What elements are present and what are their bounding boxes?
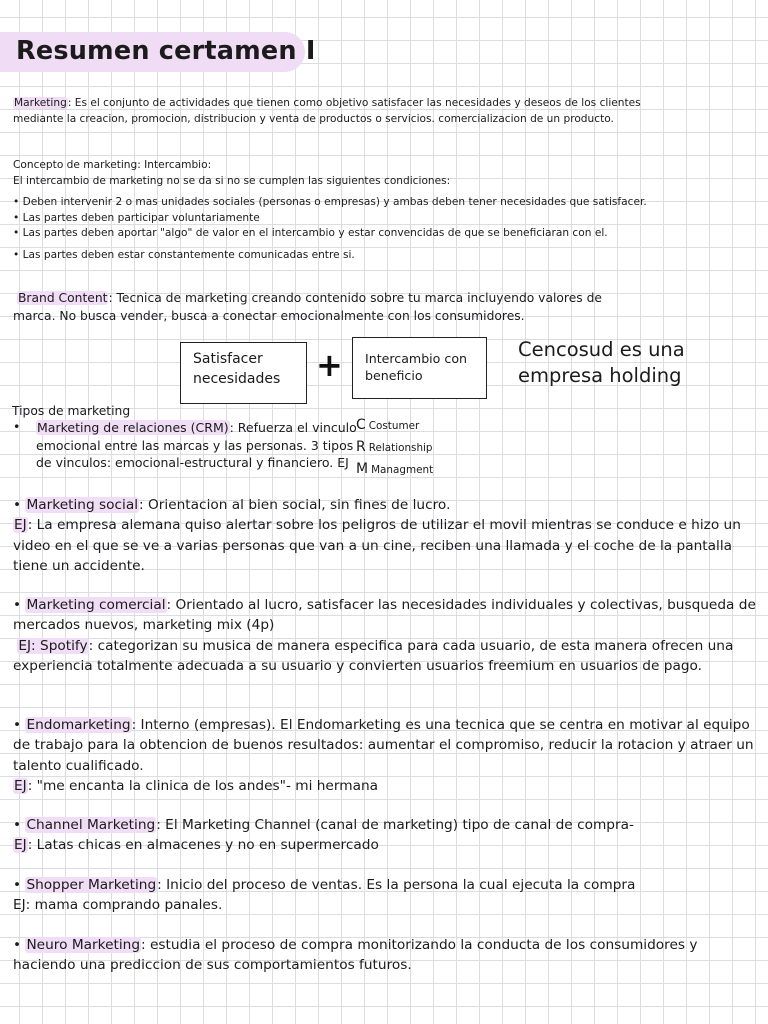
concepto-heading: Concepto de marketing: Intercambio: bbox=[13, 159, 212, 171]
shopper-marketing bbox=[13, 875, 758, 916]
social-term: Marketing social bbox=[26, 497, 139, 513]
ej-label: EJ bbox=[14, 778, 27, 795]
marketing-text: : Es el conjunto de actividades que tienen como objetivo satisfacer las necesidades y deseos de los clientes mediante la creacion, promocion, distribucion y venta de productos o servicios. comercializacion de un producto. bbox=[13, 97, 641, 125]
ej-label: EJ bbox=[14, 517, 27, 534]
shopper-term: Shopper Marketing bbox=[26, 877, 157, 893]
bullet-dot: • bbox=[13, 937, 22, 953]
endomarketing bbox=[13, 715, 761, 797]
shopper-example: EJ: mama comprando panales. bbox=[13, 897, 223, 914]
endo-term: Endomarketing bbox=[26, 717, 131, 733]
neuro-marketing bbox=[13, 935, 758, 976]
marketing-definition bbox=[13, 96, 693, 127]
marketing-comercial bbox=[13, 595, 758, 677]
neuro-term: Neuro Marketing bbox=[26, 937, 141, 953]
bullet-dot: • bbox=[13, 817, 22, 833]
marketing-term: Marketing bbox=[14, 97, 67, 109]
brand-content bbox=[13, 290, 643, 325]
shopper-text: : Inicio del proceso de ventas. Es la persona la cual ejecuta la compra bbox=[157, 877, 636, 893]
comercial-example: : categorizan su musica de manera especifica para cada usuario, de esta manera ofrecen una experiencia totalmente adecuada a su usuario y convierten usuarios freemium en usuarios de pago. bbox=[13, 637, 734, 675]
channel-example: : Latas chicas en almacenes y no en supermercado bbox=[27, 837, 379, 854]
endo-example: : "me encanta la clinica de los andes"- mi hermana bbox=[27, 778, 379, 795]
condition-item: • Las partes deben aportar "algo" de valor en el intercambio y estar convencidas de que se beneficiaran con el. bbox=[13, 227, 608, 240]
tipos-heading: Tipos de marketing bbox=[12, 404, 131, 418]
crm-acronym bbox=[356, 414, 433, 480]
channel-term: Channel Marketing bbox=[26, 817, 156, 833]
condition-item: • Las partes deben participar voluntariamente bbox=[13, 211, 260, 224]
bullet-dot: • bbox=[13, 877, 22, 893]
bullet-dot: • bbox=[13, 717, 22, 733]
condition-item: • Las partes deben estar constantemente comunicadas entre si. bbox=[13, 248, 355, 261]
crm-acronym-row: R Relationship bbox=[356, 439, 433, 455]
ej-label: EJ bbox=[14, 837, 27, 854]
social-example: : La empresa alemana quiso alertar sobre los peligros de utilizar el movil mientras se conduce e hizo un video en el que se ve a varias personas que van a un cine, reciben una llamada y el coche de la pantalla tiene un accidente. bbox=[13, 517, 741, 575]
social-text: : Orientacion al bien social, sin fines de lucro. bbox=[139, 497, 451, 513]
page-title: Resumen certamen I bbox=[16, 36, 316, 66]
plus-icon: + bbox=[316, 346, 343, 384]
ej-label: EJ: Spotify bbox=[18, 637, 88, 654]
concepto-intro: El intercambio de marketing no se da si no se cumplen las siguientes condiciones: bbox=[13, 174, 451, 187]
intercambio-box: Intercambio con beneficio bbox=[352, 337, 487, 399]
channel-text: : El Marketing Channel (canal de marketing) tipo de canal de compra- bbox=[156, 817, 634, 833]
condition-item: • Deben intervenir 2 o mas unidades sociales (personas o empresas) y ambas deben tener necesidades que satisfacer. bbox=[13, 196, 647, 209]
crm-description bbox=[36, 419, 366, 472]
brand-content-text: : Tecnica de marketing creando contenido sobre tu marca incluyendo valores de marca. No busca vender, busca a conectar emocionalmente con los consumidores. bbox=[13, 291, 602, 323]
satisfacer-box: Satisfacer necesidades bbox=[180, 342, 307, 404]
endo-text: : Interno (empresas). El Endomarketing es una tecnica que se centra en motivar al equipo de trabajo para la obtencion de buenos resultados: aumentar el compromiso, reducir la rotacion y atraer un talento cualificado. bbox=[13, 717, 754, 774]
bullet-dot: • bbox=[13, 497, 22, 513]
crm-text: : Refuerza el vinculo emocional entre las marcas y las personas. 3 tipos de vinculos: emocional-estructural y financiero. EJ bbox=[36, 420, 357, 470]
cencosud-note: Cencosud es una empresa holding bbox=[518, 338, 685, 387]
crm-acronym-row: M Managment bbox=[356, 461, 434, 477]
crm-acronym-row: C Costumer bbox=[356, 417, 420, 433]
neuro-text: : estudia el proceso de compra monitorizando la conducta de los consumidores y haciendo una prediccion de sus comportamientos futuros. bbox=[13, 937, 698, 974]
concepto-section bbox=[13, 158, 703, 264]
marketing-social bbox=[13, 495, 758, 577]
channel-marketing bbox=[13, 815, 758, 856]
comercial-text: : Orientado al lucro, satisfacer las necesidades individuales y colectivas, busqueda de mercados nuevos, marketing mix (4p) bbox=[13, 597, 756, 634]
bullet-dot: • bbox=[13, 597, 22, 613]
brand-content-term: Brand Content bbox=[18, 291, 108, 305]
comercial-term: Marketing comercial bbox=[26, 597, 166, 613]
crm-term: Marketing de relaciones (CRM) bbox=[37, 420, 229, 435]
bullet-dot: • bbox=[13, 419, 21, 434]
